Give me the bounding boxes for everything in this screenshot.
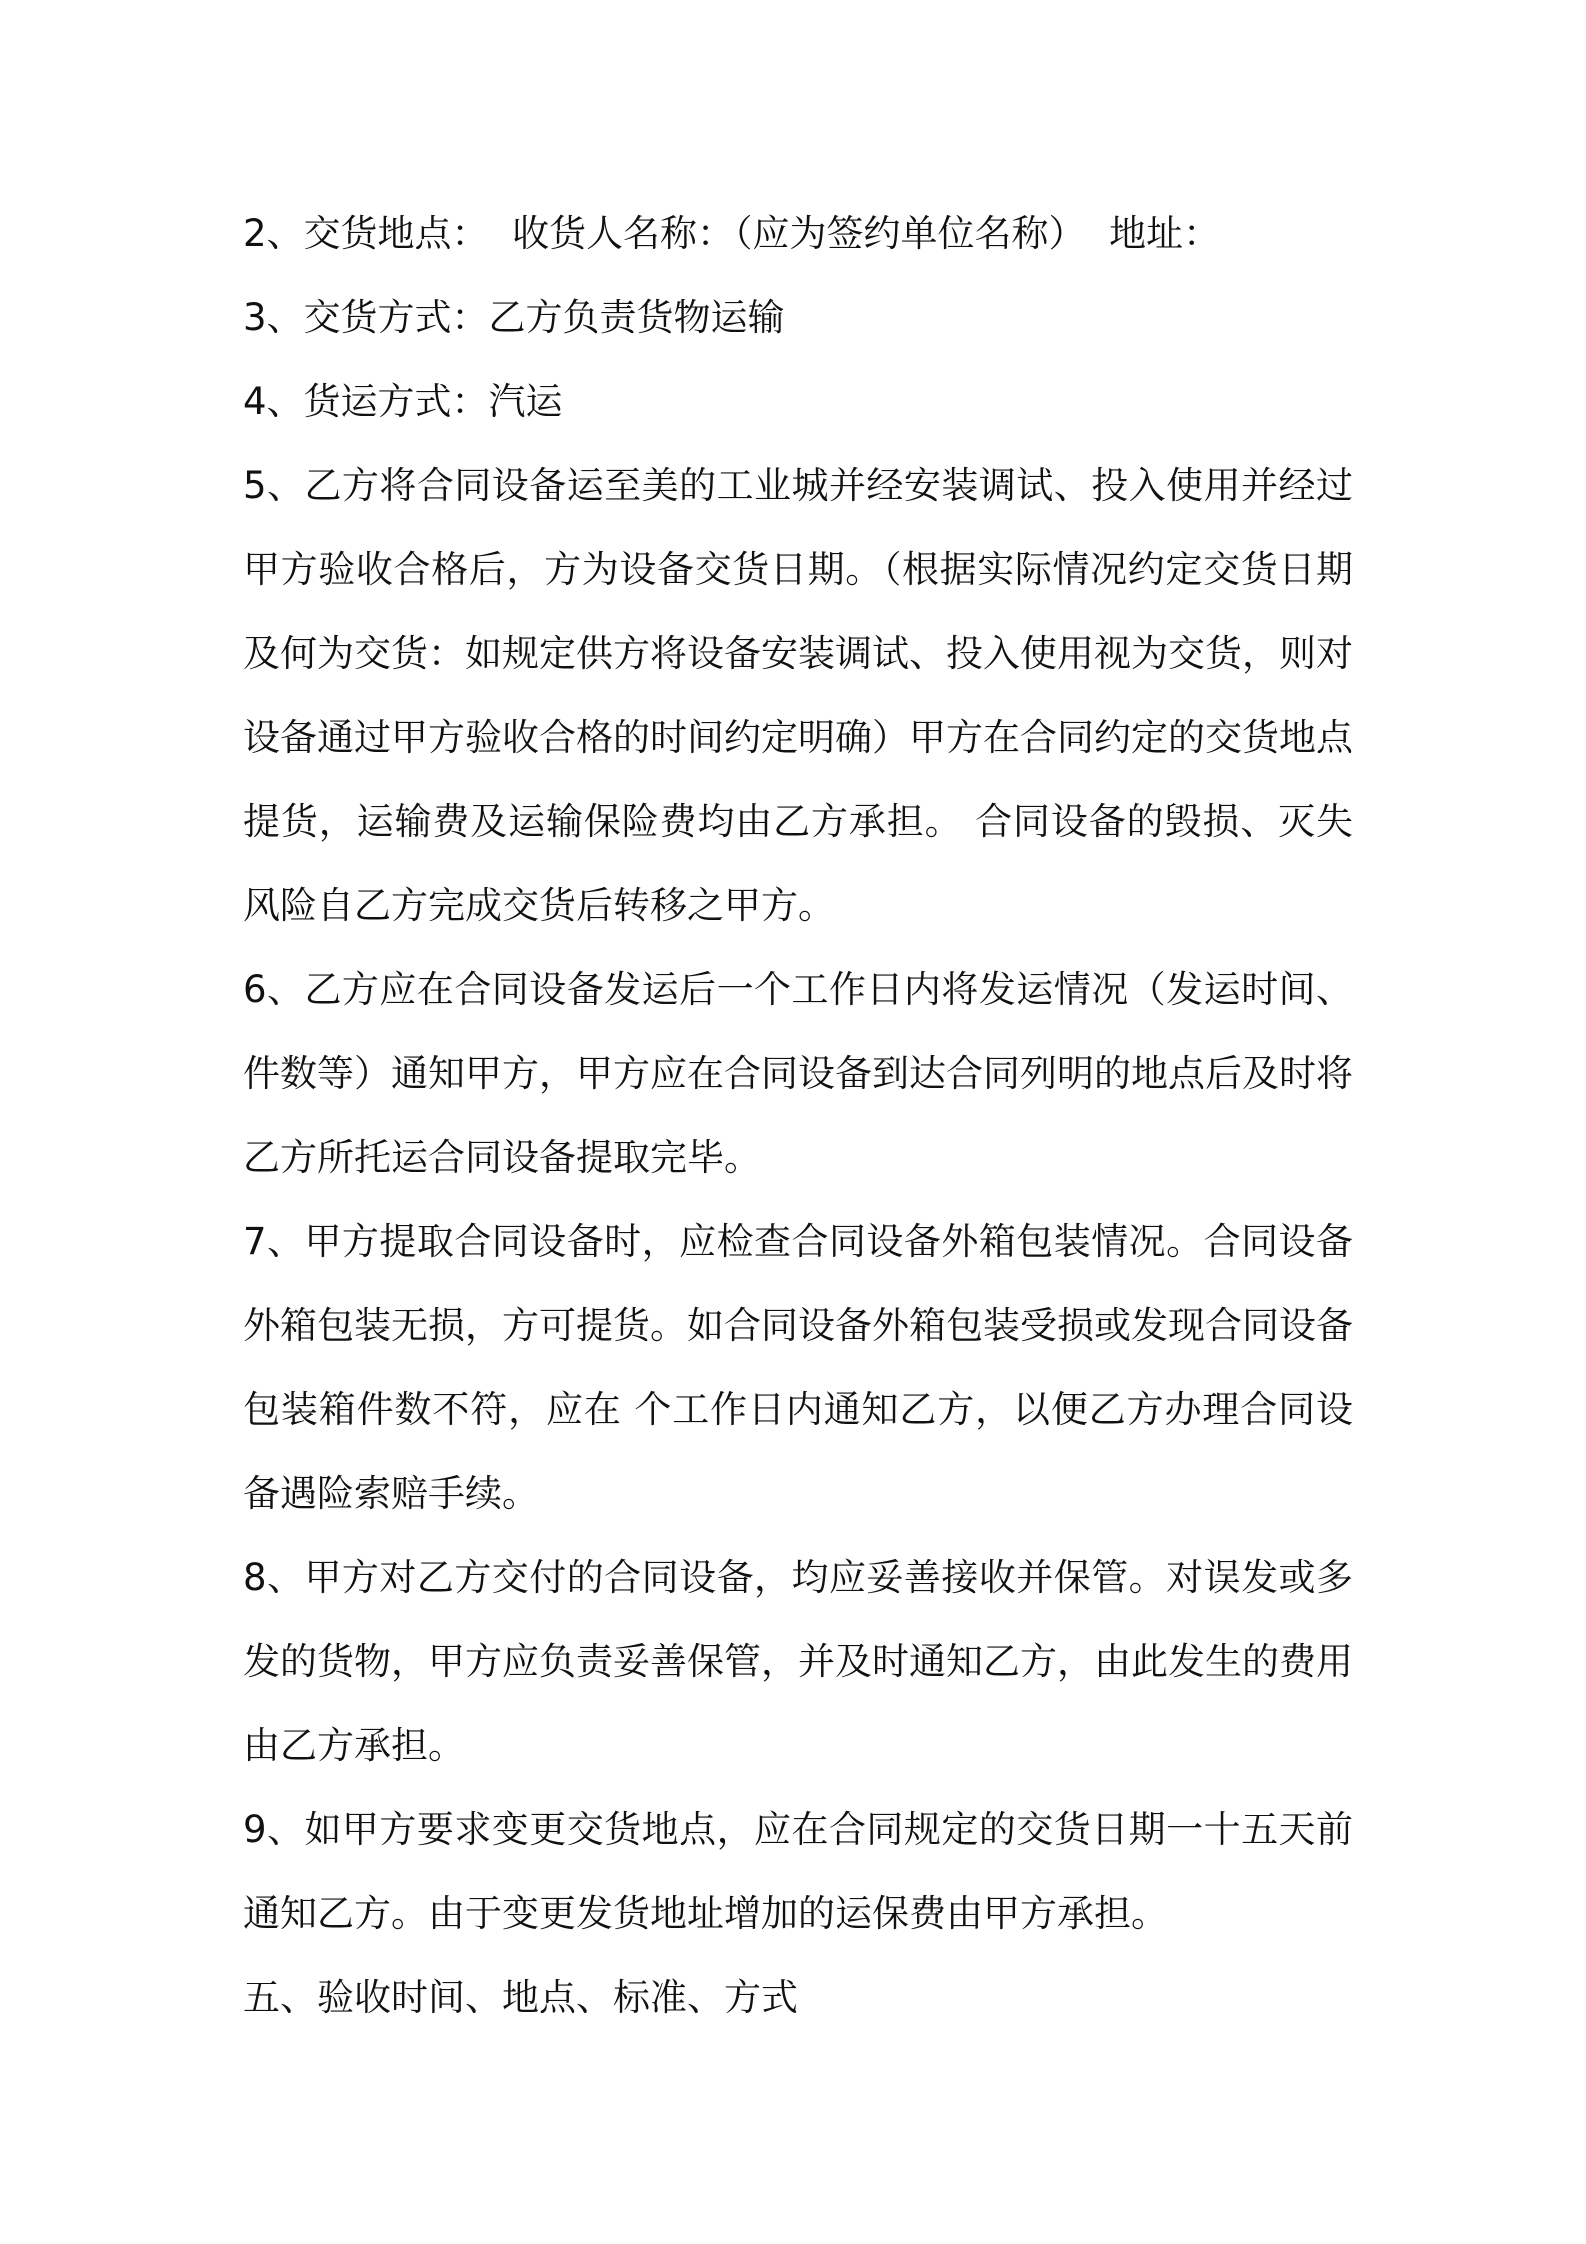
paragraph-freight-mode: 4、货运方式：汽运 xyxy=(243,380,563,423)
paragraph-inspection-on-pickup: 7、甲方提取合同设备时，应检查合同设备外箱包装情况。合同设备外箱包装无损，方可提货。如合同设备外箱包装受损或发现合同设备包装箱件数不符，应在 个工作日内通知乙方，以便乙方办理合同设备遇险索赔手续。 xyxy=(243,1220,1353,1515)
paragraph-shipment-notice: 6、乙方应在合同设备发运后一个工作日内将发运情况（发运时间、件数等）通知甲方，甲方应在合同设备到达合同列明的地点后及时将乙方所托运合同设备提取完毕。 xyxy=(243,968,1353,1179)
section-heading-acceptance: 五、验收时间、地点、标准、方式 xyxy=(243,1976,798,2019)
document-body xyxy=(243,192,1353,2040)
paragraph-change-location: 9、如甲方要求变更交货地点，应在合同规定的交货日期一十五天前通知乙方。由于变更发货地址增加的运保费由甲方承担。 xyxy=(243,1808,1353,1935)
paragraph-delivery-method: 3、交货方式：乙方负责货物运输 xyxy=(243,296,785,339)
paragraph-delivery-location: 2、交货地点： 收货人名称：（应为签约单位名称） 地址： xyxy=(243,212,1221,255)
paragraph-delivery-date: 5、乙方将合同设备运至美的工业城并经安装调试、投入使用并经过甲方验收合格后，方为设备交货日期。（根据实际情况约定交货日期及何为交货：如规定供方将设备安装调试、投入使用视为交货，则对设备通过甲方验收合格的时间约定明确）甲方在合同约定的交货地点提货，运输费及运输保险费均由乙方承担。 合同设备的毁损、灭失风险自乙方完成交货后转移之甲方。 xyxy=(243,464,1353,927)
paragraph-safekeeping: 8、甲方对乙方交付的合同设备，均应妥善接收并保管。对误发或多发的货物，甲方应负责妥善保管，并及时通知乙方，由此发生的费用由乙方承担。 xyxy=(243,1556,1353,1767)
